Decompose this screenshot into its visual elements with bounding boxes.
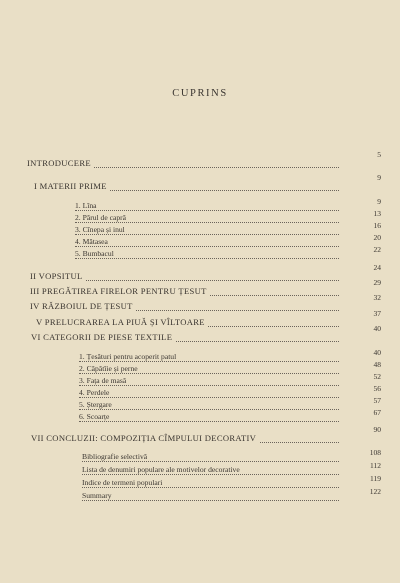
toc-entry-label: IV RĂZBOIUL DE ȚESUT <box>30 301 136 311</box>
toc-entry-capataie-si-perne <box>79 360 381 376</box>
toc-entry-label: 3. Cînepa și inul <box>75 225 128 234</box>
toc-entry-page: 16 <box>373 221 381 230</box>
toc-entry-label: 1. Țesături pentru acoperit patul <box>79 352 179 361</box>
leader-dots <box>79 373 339 374</box>
leader-dots <box>79 421 339 422</box>
toc-entry-label: Bibliografie selectivă <box>82 452 150 461</box>
toc-entry-page: 13 <box>373 209 381 218</box>
toc-entry-label: VII CONCLUZII: COMPOZIȚIA CÎMPULUI DECORATIV <box>31 433 259 443</box>
toc-entry-page: 57 <box>373 396 381 405</box>
toc-entry-introducere <box>27 150 381 170</box>
toc-entry-page: 48 <box>373 360 381 369</box>
leader-dots <box>82 500 339 501</box>
toc-entry-page: 119 <box>370 474 381 483</box>
toc-entry-label: 2. Părul de capră <box>75 213 129 222</box>
toc-entry-label: 3. Fața de masă <box>79 376 129 385</box>
toc-entry-label: Lista de denumiri populare ale motivelor decorative <box>82 465 243 474</box>
leader-dots <box>75 258 339 259</box>
toc-entry-page: 20 <box>373 233 381 242</box>
toc-entry-bibliografie <box>82 448 381 464</box>
toc-entry-stergare <box>79 396 381 412</box>
toc-entry-lista-denumiri <box>82 461 381 477</box>
toc-entry-page: 9 <box>377 197 381 206</box>
toc-entry-label: 6. Scoarțe <box>79 412 112 421</box>
toc-entry-page: 37 <box>373 309 381 318</box>
toc-entry-page: 52 <box>373 372 381 381</box>
toc-entry-page: 32 <box>373 293 381 302</box>
toc-entry-summary <box>82 487 381 503</box>
toc-entry-label: V PRELUCRAREA LA PIUĂ ȘI VÎLTOARE <box>36 317 208 327</box>
toc-entry-label: III PREGĂTIREA FIRELOR PENTRU ȚESUT <box>30 286 210 296</box>
toc-entry-razboiul-de-tesut <box>30 293 381 313</box>
toc-entry-perdele <box>79 384 381 400</box>
toc-entry-page: 9 <box>377 173 381 182</box>
toc-entry-label: 4. Perdele <box>79 388 112 397</box>
toc-entry-lina <box>75 197 381 213</box>
toc-entry-page: 112 <box>370 461 381 470</box>
leader-dots <box>79 397 339 398</box>
toc-entry-fata-de-masa <box>79 372 381 388</box>
leader-dots <box>75 210 339 211</box>
toc-entry-label: 5. Bumbacul <box>75 249 117 258</box>
toc-entry-page: 29 <box>373 278 381 287</box>
toc-entry-page: 56 <box>373 384 381 393</box>
toc-entry-bumbacul <box>75 245 381 261</box>
toc-entry-label: 2. Căpătîie și perne <box>79 364 141 373</box>
toc-entry-matasea <box>75 233 381 249</box>
toc-entry-label: VI CATEGORII DE PIESE TEXTILE <box>31 332 175 342</box>
leader-dots <box>82 474 339 475</box>
leader-dots <box>79 361 339 362</box>
leader-dots <box>82 487 339 488</box>
toc-entry-label: II VOPSITUL <box>30 271 86 281</box>
leader-dots <box>75 222 339 223</box>
toc-entry-label: Summary <box>82 491 115 500</box>
toc-entry-page: 122 <box>369 487 381 496</box>
leader-dots <box>75 234 339 235</box>
toc-entry-concluzii <box>31 425 381 445</box>
leader-dots <box>75 246 339 247</box>
toc-entry-parul-de-capra <box>75 209 381 225</box>
toc-entry-page: 67 <box>373 408 381 417</box>
leader-dots <box>79 409 339 410</box>
page-title: CUPRINS <box>172 88 228 99</box>
toc-entry-label: I MATERII PRIME <box>34 181 110 191</box>
toc-entry-label: 4. Mătasea <box>75 237 111 246</box>
toc-entry-page: 22 <box>373 245 381 254</box>
leader-dots <box>79 385 339 386</box>
toc-entry-label: 5. Ștergare <box>79 400 115 409</box>
toc-entry-page: 108 <box>369 448 381 457</box>
toc-entry-label: INTRODUCERE <box>27 158 94 168</box>
leader-dots <box>82 461 339 462</box>
toc-entry-tesaturi <box>79 348 381 364</box>
toc-entry-page: 90 <box>373 425 381 434</box>
toc-entry-categorii-piese <box>31 324 381 344</box>
toc-entry-indice-termeni <box>82 474 381 490</box>
toc-entry-materii-prime <box>34 173 381 193</box>
toc-entry-scoarte <box>79 408 381 424</box>
toc-entry-cinepa-si-inul <box>75 221 381 237</box>
toc-entry-label: 1. Lîna <box>75 201 100 210</box>
toc-entry-label: Indice de termeni populari <box>82 478 165 487</box>
toc-entry-page: 40 <box>373 348 381 357</box>
toc-entry-page: 24 <box>373 263 381 272</box>
toc-entry-page: 5 <box>377 150 381 159</box>
toc-entry-page: 40 <box>373 324 381 333</box>
